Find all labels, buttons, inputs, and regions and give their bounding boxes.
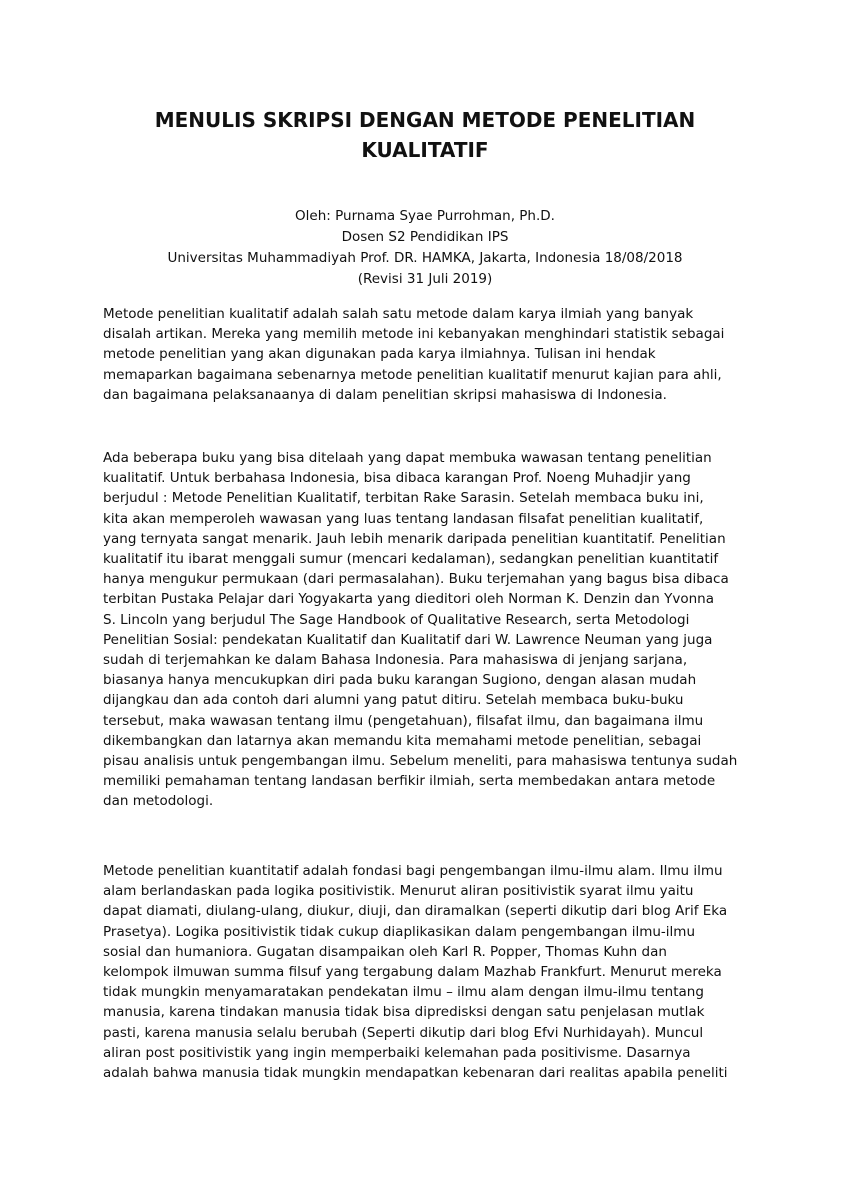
paragraph-line: berjudul : Metode Penelitian Kualitatif, terbitan Rake Sarasin. Setelah membaca buku ini, xyxy=(103,490,704,507)
paragraph-line: terbitan Pustaka Pelajar dari Yogyakarta yang dieditori oleh Norman K. Denzin dan Yvonna xyxy=(103,591,715,608)
paragraph-line: tidak mungkin menyamaratakan pendekatan ilmu – ilmu alam dengan ilmu-ilmu tentang xyxy=(103,984,704,1001)
paragraph-line: alam berlandaskan pada logika positivistik. Menurut aliran positivistik syarat ilmu yaitu xyxy=(103,883,694,900)
paragraph-line: kualitatif itu ibarat menggali sumur (mencari kedalaman), sedangkan penelitian kuantitatif xyxy=(103,551,719,568)
paragraph-line: Metode penelitian kuantitatif adalah fondasi bagi pengembangan ilmu-ilmu alam. Ilmu ilmu xyxy=(103,863,723,879)
paragraph-line: biasanya hanya mencukupkan diri pada buku karangan Sugiono, dengan alasan mudah xyxy=(103,672,697,689)
paragraph-2 xyxy=(103,448,763,812)
paragraph-line: dijangkau dan ada contoh dari alumni yang patut ditiru. Setelah membaca buku-buku xyxy=(103,692,684,709)
paragraph-line: pisau analisis untuk pengembangan ilmu. Sebelum meneliti, para mahasiswa tentunya sudah xyxy=(103,753,738,770)
paragraph-line: dapat diamati, diulang-ulang, diukur, diuji, dan diramalkan (seperti dikutip dari blog Arif Eka xyxy=(103,903,728,920)
paragraph-line: memaparkan bagaimana sebenarnya metode penelitian kualitatif menurut kajian para ahli, xyxy=(103,366,722,383)
paragraph-line: disalah artikan. Mereka yang memilih metode ini kebanyakan menghindari statistik sebagai xyxy=(103,326,725,343)
paragraph-3 xyxy=(103,861,763,1083)
paragraph-line: adalah bahwa manusia tidak mungkin mendapatkan kebenaran dari realitas apabila peneliti xyxy=(103,1065,728,1082)
paragraph-line: S. Lincoln yang berjudul The Sage Handbook of Qualitative Research, serta Metodologi xyxy=(103,611,690,628)
paragraph-line: pasti, karena manusia selalu berubah (Seperti dikutip dari blog Efvi Nurhidayah). Muncul xyxy=(103,1024,704,1041)
paragraph-1 xyxy=(103,304,763,405)
paragraph-line: kualitatif. Untuk berbahasa Indonesia, bisa dibaca karangan Prof. Noeng Muhadjir yang xyxy=(103,470,691,487)
paragraph-line: sudah di terjemahkan ke dalam Bahasa Indonesia. Para mahasiswa di jenjang sarjana, xyxy=(103,652,688,669)
paragraph-line: metode penelitian yang akan digunakan pada karya ilmiahnya. Tulisan ini hendak xyxy=(103,346,656,363)
title-line: MENULIS SKRIPSI DENGAN METODE PENELITIAN xyxy=(154,108,696,132)
document-title xyxy=(100,105,750,165)
paragraph-line: Metode penelitian kualitatif adalah salah satu metode dalam karya ilmiah yang banyak xyxy=(103,306,694,322)
paragraph-line: dan metodologi. xyxy=(103,793,214,810)
title-line: KUALITATIF xyxy=(361,138,489,162)
revision-note: (Revisi 31 Juli 2019) xyxy=(357,271,493,287)
paragraph-line: yang ternyata sangat menarik. Jauh lebih menarik daripada penelitian kuantitatif. Penelitian xyxy=(103,530,726,547)
paragraph-line: tersebut, maka wawasan tentang ilmu (pengetahuan), filsafat ilmu, dan bagaimana ilmu xyxy=(103,712,704,729)
paragraph-line: Penelitian Sosial: pendekatan Kualitatif dan Kualitatif dari W. Lawrence Neuman yang juga xyxy=(103,631,713,648)
paragraph-line: Ada beberapa buku yang bisa ditelaah yang dapat membuka wawasan tentang penelitian xyxy=(103,450,712,466)
author-byline xyxy=(100,206,750,290)
paragraph-line: manusia, karena tindakan manusia tidak bisa dipredisksi dengan satu penjelasan mutlak xyxy=(103,1004,705,1021)
author-position: Dosen S2 Pendidikan IPS xyxy=(341,229,509,245)
paragraph-line: dikembangkan dan latarnya akan memandu kita memahami metode penelitian, sebagai xyxy=(103,732,702,749)
paragraph-line: sosial dan humaniora. Gugatan disampaikan oleh Karl R. Popper, Thomas Kuhn dan xyxy=(103,943,667,960)
author-name: Oleh: Purnama Syae Purrohman, Ph.D. xyxy=(295,208,555,224)
paragraph-line: kelompok ilmuwan summa filsuf yang tergabung dalam Mazhab Frankfurt. Menurut mereka xyxy=(103,964,722,981)
paragraph-line: hanya mengukur permukaan (dari permasalahan). Buku terjemahan yang bagus bisa dibaca xyxy=(103,571,729,588)
author-affiliation: Universitas Muhammadiyah Prof. DR. HAMKA, Jakarta, Indonesia 18/08/2018 xyxy=(167,250,683,266)
paragraph-line: dan bagaimana pelaksanaanya di dalam penelitian skripsi mahasiswa di Indonesia. xyxy=(103,386,667,403)
paragraph-line: kita akan memperoleh wawasan yang luas tentang landasan filsafat penelitian kualitatif, xyxy=(103,510,704,527)
paragraph-line: memiliki pemahaman tentang landasan berfikir ilmiah, serta membedakan antara metode xyxy=(103,773,716,790)
paragraph-line: Prasetya). Logika positivistik tidak cukup diaplikasikan dalam pengembangan ilmu-ilmu xyxy=(103,923,695,940)
paragraph-line: aliran post positivistik yang ingin memperbaiki kelemahan pada positivisme. Dasarnya xyxy=(103,1044,691,1061)
